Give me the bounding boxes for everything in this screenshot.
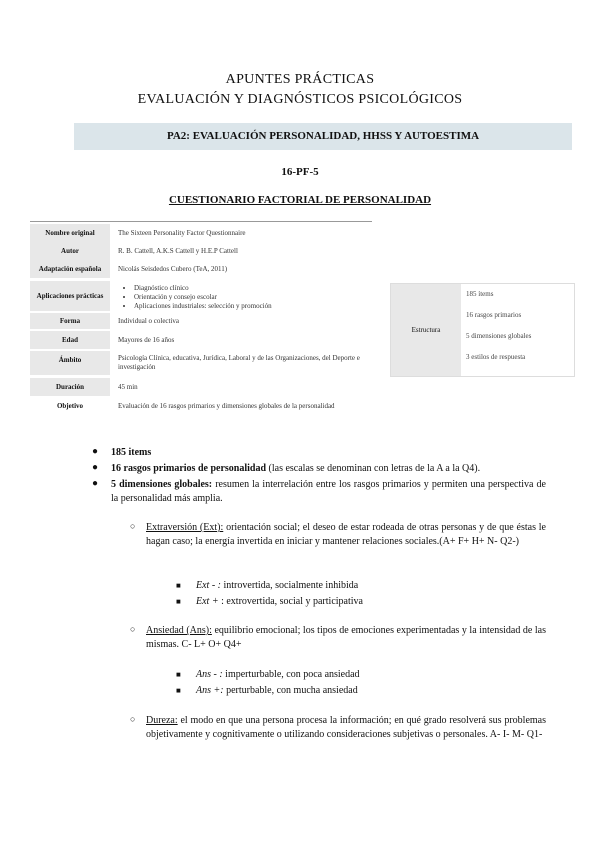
structure-table [390, 283, 575, 377]
bullet-5-dimensiones: 5 dimensiones globales: resumen la interrelación entre los rasgos primarios y permiten una perspectiva de la personalidad más amplia. [111, 479, 546, 504]
bullet-icon: ● [92, 478, 99, 489]
row-label: Duración [30, 378, 110, 396]
table-row [30, 313, 372, 329]
row-value: Psicología Clínica, educativa, Jurídica, Laboral y de las Organizaciones, del Deporte e investigación [118, 354, 360, 371]
row-value: 45 min [118, 383, 138, 391]
structure-value: 3 estilos de respuesta [466, 353, 526, 361]
square-bullet-icon: ■ [176, 686, 181, 695]
square-bullet-icon: ■ [176, 597, 181, 606]
row-label: Aplicaciones prácticas [30, 281, 110, 311]
table-row [30, 281, 372, 311]
structure-values [461, 284, 574, 376]
section-banner: PA2: EVALUACIÓN PERSONALIDAD, HHSS Y AUTOESTIMA [74, 123, 572, 150]
structure-value: 16 rasgos primarios [466, 311, 522, 319]
bullet-185-items: 185 items [111, 447, 152, 458]
bullet-16-rasgos: 16 rasgos primarios de personalidad (las escalas se denominan con letras de la A a la Q4). [111, 463, 481, 474]
square-bullet-icon: ■ [176, 581, 181, 590]
circle-bullet-icon: ○ [130, 521, 136, 531]
row-label: Nombre original [30, 224, 110, 242]
row-label: Objetivo [56, 402, 84, 410]
bullet-icon: ● [92, 462, 99, 473]
structure-value: 185 ítems [466, 290, 494, 298]
row-label: Adaptación española [30, 260, 110, 278]
table-top-rule [30, 221, 372, 222]
circle-bullet-icon: ○ [130, 624, 136, 634]
row-label: Ámbito [30, 351, 110, 375]
bullet-icon: ● [92, 446, 99, 457]
row-value: Individual o colectiva [118, 317, 180, 325]
ansiedad-low: Ans - : imperturbable, con poca ansiedad [196, 669, 360, 680]
circle-bullet-icon: ○ [130, 714, 136, 724]
row-value: Nicolás Seisdedos Cubero (TeA, 2011) [118, 265, 228, 273]
ansiedad-high: Ans +: perturbable, con mucha ansiedad [196, 685, 358, 696]
row-value: Evaluación de 16 rasgos primarios y dimensiones globales de la personalidad [118, 402, 335, 410]
row-label: Forma [30, 313, 110, 329]
test-code: 16-PF-5 [281, 166, 319, 178]
table-row [30, 378, 372, 396]
list-item: • Diagnóstico clínico [134, 284, 368, 293]
table-row [30, 260, 372, 278]
doc-title: APUNTES PRÁCTICAS [225, 72, 375, 87]
dimension-dureza: Dureza: el modo en que una persona procesa la información; en qué grado resolverá sus problemas objetivamente y cognitivamente o utilizando consideraciones subjetivas o personales. A- I- M- Q1- [146, 715, 546, 740]
row-value: R. B. Cattell, A.K.S Cattell y H.E.P Cattell [118, 247, 238, 255]
list-item: • Aplicaciones industriales: selección y promoción [134, 302, 368, 311]
extraversion-low: Ext - : introvertida, socialmente inhibida [196, 580, 359, 591]
table-row [30, 331, 372, 349]
table-row [30, 397, 430, 415]
row-value [110, 281, 372, 311]
row-label: Edad [30, 331, 110, 349]
row-value: The Sixteen Personality Factor Questionnaire [118, 229, 246, 237]
row-label: Autor [30, 242, 110, 260]
structure-label: Estructura [391, 284, 461, 376]
list-item: • Orientación y consejo escolar [134, 293, 368, 302]
test-name: CUESTIONARIO FACTORIAL DE PERSONALIDAD [168, 194, 432, 206]
square-bullet-icon: ■ [176, 670, 181, 679]
table-row [30, 224, 372, 242]
extraversion-high: Ext + : extrovertida, social y participativa [196, 596, 363, 607]
doc-subtitle: EVALUACIÓN Y DIAGNÓSTICOS PSICOLÓGICOS [137, 92, 463, 107]
dimension-extraversion: Extraversión (Ext): orientación social; el deseo de estar rodeada de otras personas y de que éstas le hagan caso; la energía invertida en iniciar y mantener relaciones sociales.(A+ F+ H+ N- Q2-) [146, 522, 546, 547]
row-value: Mayores de 16 años [118, 336, 175, 344]
dimension-ansiedad: Ansiedad (Ans): equilibrio emocional; los tipos de emociones experimentadas y la intensidad de las mismas. C- L+ O+ Q4+ [146, 625, 547, 650]
table-row [30, 242, 372, 260]
table-row [30, 351, 372, 375]
structure-value: 5 dimensiones globales [466, 332, 532, 340]
